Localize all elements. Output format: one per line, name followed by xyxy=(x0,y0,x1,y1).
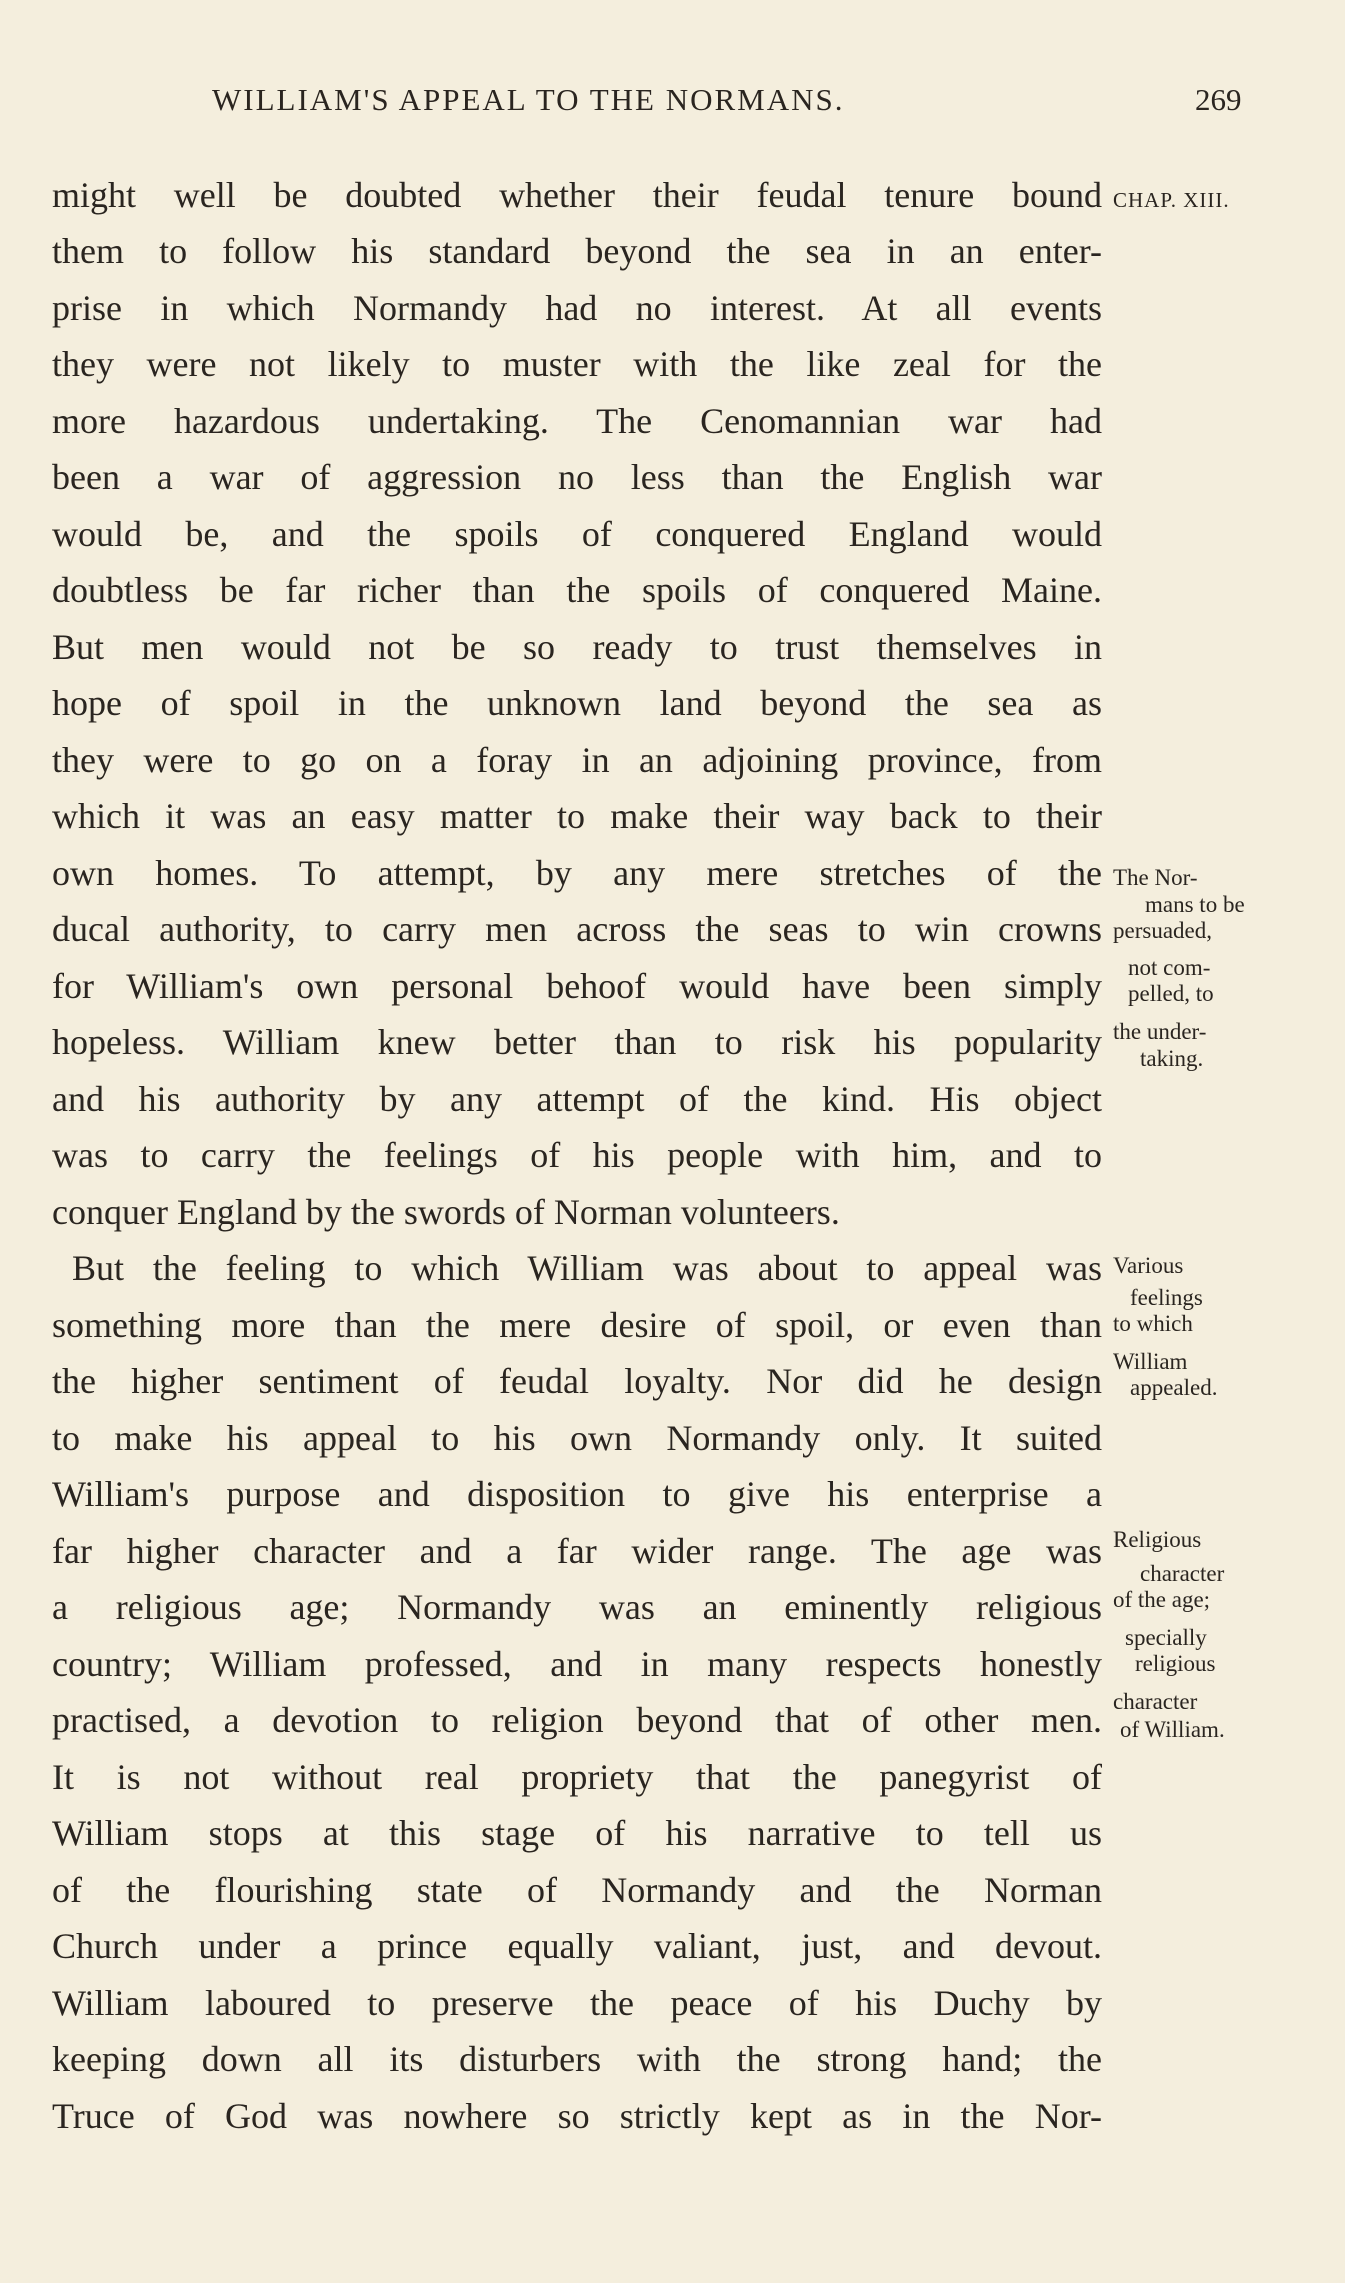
margin-note-line: William xyxy=(1113,1349,1188,1374)
text-line: prise in which Normandy had no interest. At all events xyxy=(52,288,1102,328)
running-header xyxy=(0,82,1345,132)
text-line: practised, a devotion to religion beyond that of other men. xyxy=(52,1700,1102,1740)
text-line: conquer England by the swords of Norman volunteers. xyxy=(52,1192,840,1232)
running-title: WILLIAM'S APPEAL TO THE NORMANS. xyxy=(212,82,845,117)
margin-note-line: persuaded, xyxy=(1113,918,1212,943)
text-line: for William's own personal behoof would have been simply xyxy=(52,966,1102,1006)
margin-note-line: the under- xyxy=(1113,1019,1207,1044)
text-line: something more than the mere desire of spoil, or even than xyxy=(52,1305,1102,1345)
text-line: more hazardous undertaking. The Cenomannian war had xyxy=(52,401,1102,441)
text-line: William laboured to preserve the peace of his Duchy by xyxy=(52,1983,1102,2023)
margin-note-line: feelings xyxy=(1130,1285,1203,1310)
text-line: hopeless. William knew better than to risk his popularity xyxy=(52,1022,1102,1062)
text-line: Church under a prince equally valiant, just, and devout. xyxy=(52,1926,1102,1966)
margin-note-line: appealed. xyxy=(1130,1375,1218,1400)
text-line: country; William professed, and in many respects honestly xyxy=(52,1644,1102,1684)
text-line: ducal authority, to carry men across the seas to win crowns xyxy=(52,909,1102,949)
chapter-label: CHAP. XIII. xyxy=(1113,188,1230,212)
text-line: William stops at this stage of his narrative to tell us xyxy=(52,1813,1102,1853)
margin-note-line: religious xyxy=(1135,1651,1216,1676)
text-line: far higher character and a far wider range. The age was xyxy=(52,1531,1102,1571)
text-line: they were to go on a foray in an adjoining province, from xyxy=(52,740,1102,780)
margin-note-line: of the age; xyxy=(1113,1587,1211,1612)
margin-note-line: Various xyxy=(1113,1253,1184,1278)
text-line: a religious age; Normandy was an eminently religious xyxy=(52,1587,1102,1627)
text-line: might well be doubted whether their feudal tenure bound xyxy=(52,175,1102,215)
text-line: to make his appeal to his own Normandy only. It suited xyxy=(52,1418,1102,1458)
text-line: William's purpose and disposition to give his enterprise a xyxy=(52,1474,1102,1514)
margin-note-line: character xyxy=(1113,1689,1198,1714)
margin-note-line: character xyxy=(1140,1561,1225,1586)
margin-note-line: taking. xyxy=(1140,1046,1204,1071)
margin-note-line: Religious xyxy=(1113,1527,1202,1552)
margin-note-line: to which xyxy=(1113,1311,1193,1336)
text-line: Truce of God was nowhere so strictly kept as in the Nor- xyxy=(52,2096,1102,2136)
page-number: 269 xyxy=(1195,82,1242,117)
text-line: the higher sentiment of feudal loyalty. Nor did he design xyxy=(52,1361,1102,1401)
text-line: and his authority by any attempt of the kind. His object xyxy=(52,1079,1102,1119)
margin-note-line: specially xyxy=(1125,1625,1207,1650)
text-line: was to carry the feelings of his people with him, and to xyxy=(52,1135,1102,1175)
text-line: they were not likely to muster with the like zeal for the xyxy=(52,344,1102,384)
margin-note-line: pelled, to xyxy=(1128,981,1214,1006)
text-line: which it was an easy matter to make their way back to their xyxy=(52,796,1102,836)
text-line: hope of spoil in the unknown land beyond the sea as xyxy=(52,683,1102,723)
text-line: doubtless be far richer than the spoils of conquered Maine. xyxy=(52,570,1102,610)
margin-note-line: mans to be xyxy=(1145,892,1245,917)
text-line: It is not without real propriety that the panegyrist of xyxy=(52,1757,1102,1797)
text-line: would be, and the spoils of conquered England would xyxy=(52,514,1102,554)
margin-note-line: of William. xyxy=(1120,1717,1225,1742)
text-line: own homes. To attempt, by any mere stretches of the xyxy=(52,853,1102,893)
margin-note-line: The Nor- xyxy=(1113,865,1198,890)
text-line: But men would not be so ready to trust themselves in xyxy=(52,627,1102,667)
text-line: But the feeling to which William was about to appeal was xyxy=(72,1248,1102,1288)
text-line: been a war of aggression no less than the English war xyxy=(52,457,1102,497)
margin-note-line: not com- xyxy=(1128,955,1211,980)
text-line: of the flourishing state of Normandy and the Norman xyxy=(52,1870,1102,1910)
text-line: them to follow his standard beyond the sea in an enter- xyxy=(52,231,1102,271)
text-line: keeping down all its disturbers with the strong hand; the xyxy=(52,2039,1102,2079)
